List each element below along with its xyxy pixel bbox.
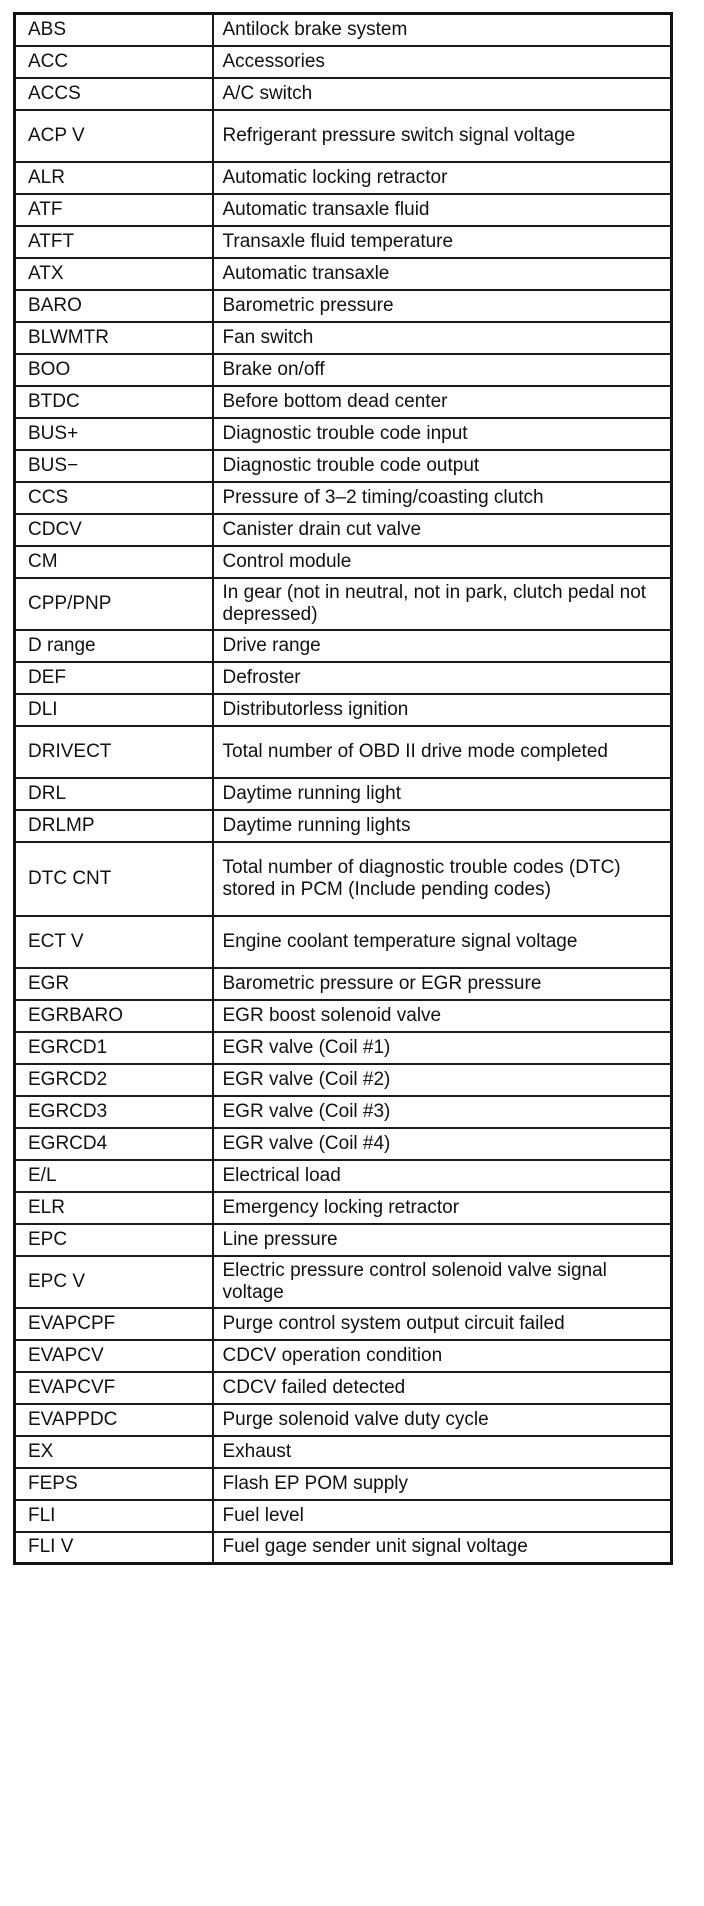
abbreviation-cell: EGRCD4 [15,1128,213,1160]
definition-cell: Drive range [213,630,672,662]
definition-cell: Daytime running light [213,778,672,810]
table-row [15,1404,672,1436]
abbreviation-cell: BARO [15,290,213,322]
table-row [15,694,672,726]
table-row [15,726,672,778]
definition-cell: Purge control system output circuit failed [213,1308,672,1340]
definition-cell: Flash EP POM supply [213,1468,672,1500]
table-row [15,226,672,258]
table-row [15,194,672,226]
definition-cell: Fan switch [213,322,672,354]
abbreviation-cell: ACC [15,46,213,78]
abbreviation-cell: DRLMP [15,810,213,842]
abbreviation-cell: EVAPPDC [15,1404,213,1436]
abbreviation-cell: EPC V [15,1256,213,1308]
definition-cell: Emergency locking retractor [213,1192,672,1224]
table-row [15,546,672,578]
table-row [15,1256,672,1308]
definition-cell: Diagnostic trouble code input [213,418,672,450]
table-row [15,1340,672,1372]
abbreviation-cell: DLI [15,694,213,726]
abbreviation-cell: CM [15,546,213,578]
table-row [15,1468,672,1500]
definition-cell: Fuel gage sender unit signal voltage [213,1532,672,1564]
definition-cell: Defroster [213,662,672,694]
abbreviation-cell: FLI [15,1500,213,1532]
abbreviation-cell: EGRBARO [15,1000,213,1032]
abbreviation-cell: CDCV [15,514,213,546]
definition-cell: Fuel level [213,1500,672,1532]
abbreviation-cell: D range [15,630,213,662]
definition-cell: A/C switch [213,78,672,110]
definition-cell: Total number of OBD II drive mode completed [213,726,672,778]
abbreviation-cell: EVAPCVF [15,1372,213,1404]
abbreviation-cell: ATF [15,194,213,226]
table-row [15,354,672,386]
table-row [15,78,672,110]
table-row [15,578,672,630]
table-row [15,1224,672,1256]
abbreviation-cell: ECT V [15,916,213,968]
abbreviation-cell: DTC CNT [15,842,213,916]
abbreviation-cell: DRIVECT [15,726,213,778]
abbreviation-cell: CPP/PNP [15,578,213,630]
definition-cell: Automatic locking retractor [213,162,672,194]
abbreviation-cell: FLI V [15,1532,213,1564]
table-row [15,1532,672,1564]
definition-cell: EGR valve (Coil #1) [213,1032,672,1064]
abbreviation-cell: ACP V [15,110,213,162]
table-row [15,162,672,194]
abbreviation-cell: DRL [15,778,213,810]
definition-cell: Engine coolant temperature signal voltage [213,916,672,968]
abbreviation-cell: ATX [15,258,213,290]
abbreviation-cell: ELR [15,1192,213,1224]
definition-cell: CDCV failed detected [213,1372,672,1404]
definition-cell: Refrigerant pressure switch signal voltage [213,110,672,162]
abbreviation-cell: FEPS [15,1468,213,1500]
abbreviation-cell: BLWMTR [15,322,213,354]
table-row [15,778,672,810]
definition-cell: In gear (not in neutral, not in park, clutch pedal not depressed) [213,578,672,630]
definition-cell: Control module [213,546,672,578]
definition-cell: CDCV operation condition [213,1340,672,1372]
abbreviation-cell: EGR [15,968,213,1000]
abbreviation-cell: EX [15,1436,213,1468]
abbreviation-cell: ATFT [15,226,213,258]
table-row [15,842,672,916]
abbreviation-cell: EGRCD2 [15,1064,213,1096]
table-row [15,14,672,46]
definition-cell: Line pressure [213,1224,672,1256]
table-row [15,1192,672,1224]
definition-cell: Diagnostic trouble code output [213,450,672,482]
abbreviation-table [13,12,673,1565]
definition-cell: EGR valve (Coil #3) [213,1096,672,1128]
definition-cell: Daytime running lights [213,810,672,842]
definition-cell: Canister drain cut valve [213,514,672,546]
abbreviation-cell: EVAPCV [15,1340,213,1372]
definition-cell: Exhaust [213,1436,672,1468]
abbreviation-cell: E/L [15,1160,213,1192]
abbreviation-cell: BUS− [15,450,213,482]
table-row [15,662,672,694]
definition-cell: Electrical load [213,1160,672,1192]
table-row [15,968,672,1000]
table-row [15,514,672,546]
table-row [15,290,672,322]
table-row [15,1064,672,1096]
abbreviation-cell: CCS [15,482,213,514]
definition-cell: Brake on/off [213,354,672,386]
table-row [15,1160,672,1192]
table-row [15,110,672,162]
abbreviation-cell: ALR [15,162,213,194]
table-row [15,1308,672,1340]
table-row [15,1096,672,1128]
abbreviation-cell: EGRCD3 [15,1096,213,1128]
definition-cell: Antilock brake system [213,14,672,46]
definition-cell: Transaxle fluid temperature [213,226,672,258]
definition-cell: EGR valve (Coil #4) [213,1128,672,1160]
definition-cell: Automatic transaxle [213,258,672,290]
abbreviation-cell: BUS+ [15,418,213,450]
table-row [15,386,672,418]
table-row [15,1000,672,1032]
table-row [15,418,672,450]
abbreviation-cell: ABS [15,14,213,46]
definition-cell: Before bottom dead center [213,386,672,418]
table-row [15,1032,672,1064]
definition-cell: Barometric pressure or EGR pressure [213,968,672,1000]
definition-cell: Accessories [213,46,672,78]
definition-cell: Total number of diagnostic trouble codes (DTC) stored in PCM (Include pending codes) [213,842,672,916]
abbreviation-cell: BTDC [15,386,213,418]
table-row [15,916,672,968]
abbreviation-table-body [15,14,672,1564]
abbreviation-cell: EVAPCPF [15,1308,213,1340]
definition-cell: Barometric pressure [213,290,672,322]
table-row [15,322,672,354]
table-row [15,258,672,290]
table-row [15,1372,672,1404]
definition-cell: EGR valve (Coil #2) [213,1064,672,1096]
table-row [15,482,672,514]
abbreviation-cell: DEF [15,662,213,694]
definition-cell: Distributorless ignition [213,694,672,726]
definition-cell: Automatic transaxle fluid [213,194,672,226]
table-row [15,1436,672,1468]
abbreviation-cell: ACCS [15,78,213,110]
definition-cell: Electric pressure control solenoid valve signal voltage [213,1256,672,1308]
table-row [15,1500,672,1532]
table-row [15,1128,672,1160]
definition-cell: EGR boost solenoid valve [213,1000,672,1032]
table-row [15,450,672,482]
table-row [15,46,672,78]
abbreviation-cell: BOO [15,354,213,386]
definition-cell: Purge solenoid valve duty cycle [213,1404,672,1436]
abbreviation-cell: EPC [15,1224,213,1256]
abbreviation-sheet [13,12,673,1565]
definition-cell: Pressure of 3–2 timing/coasting clutch [213,482,672,514]
table-row [15,810,672,842]
table-row [15,630,672,662]
abbreviation-cell: EGRCD1 [15,1032,213,1064]
